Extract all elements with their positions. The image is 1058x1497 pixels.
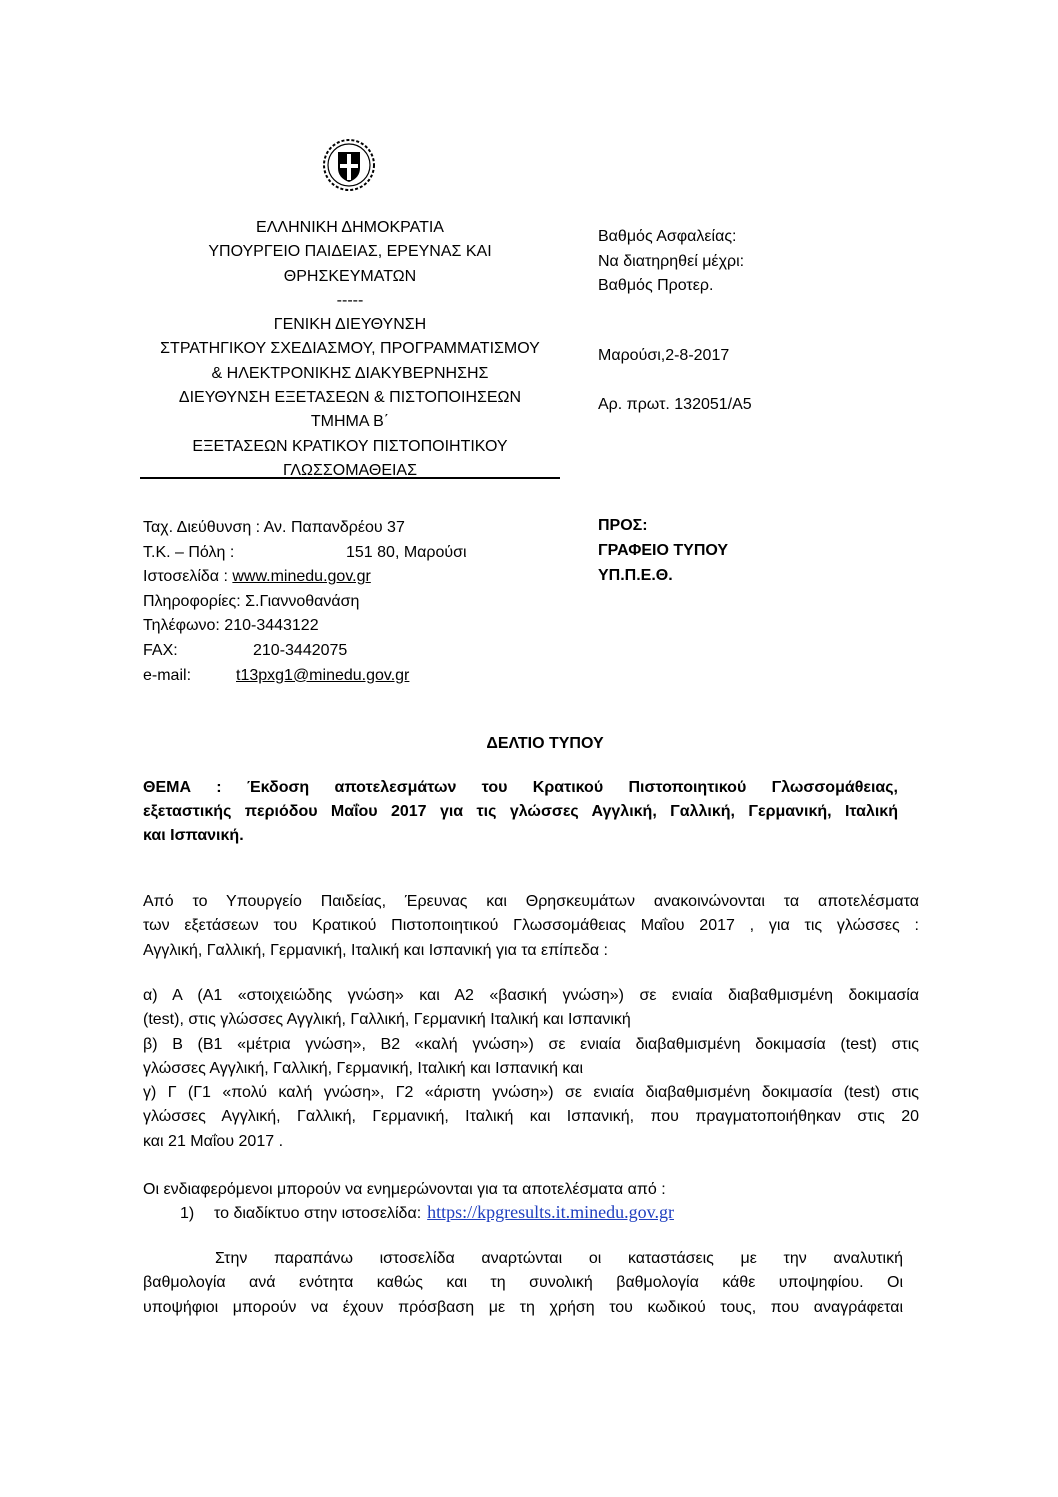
authority-line: ΣΤΡΑΤΗΓΙΚΟΥ ΣΧΕΔΙΑΣΜΟΥ, ΠΡΟΓΡΑΜΜΑΤΙΣΜΟΥ xyxy=(160,340,540,358)
authority-line: ΘΡΗΣΚΕΥΜΑΤΩΝ xyxy=(283,267,417,285)
paragraph-line: β) Β (Β1 «μέτρια γνώση», Β2 «καλή γνώση») σε ενιαία διαβαθμισμένη δοκιμασία (test) στις xyxy=(143,1035,919,1053)
info-contact: Πληροφορίες: Σ.Γιαννοθανάση xyxy=(143,592,360,610)
postal-code-row xyxy=(143,541,467,566)
paragraph-line: (test), στις γλώσσες Αγγλική, Γαλλική, Γερμανική Ιταλική και Ισπανική xyxy=(143,1011,631,1029)
paragraph-line: βαθμολογία ανά ενότητα καθώς και τη συνολική βαθμολογία κάθε υποψηφίου. Οι xyxy=(143,1274,903,1292)
recipient-office: ΓΡΑΦΕΙΟ ΤΥΠΟΥ xyxy=(598,542,729,559)
paragraph-line: γλώσσες Αγγλική, Γαλλική, Γερμανική, Ιταλική και Ισπανική και xyxy=(143,1059,584,1077)
authority-line: ΕΞΕΤΑΣΕΩΝ ΚΡΑΤΙΚΟΥ ΠΙΣΤΟΠΟΙΗΤΙΚΟΥ xyxy=(192,437,508,455)
paragraph-results-info: Οι ενδιαφερόμενοι μπορούν να ενημερώνονται για τα αποτελέσματα από : xyxy=(143,1181,666,1198)
contact-block xyxy=(143,516,467,688)
authority-line: ΔΙΕΥΘΥΝΣΗ ΕΞΕΤΑΣΕΩΝ & ΠΙΣΤΟΠΟΙΗΣΕΩΝ xyxy=(178,389,522,407)
paragraph-line: υποψήφιοι μπορούν να έχουν πρόσβαση με τη χρήση του κωδικού τους, που αναγράφεται xyxy=(143,1298,903,1316)
paragraph-line: Στην παραπάνω ιστοσελίδα αναρτώνται οι καταστάσεις με την αναλυτική xyxy=(215,1250,903,1267)
postal-code-value: 151 80, Μαρούσι xyxy=(346,543,467,561)
list-item-number: 1) xyxy=(180,1205,195,1222)
paragraph-line: α) Α (Α1 «στοιχειώδης γνώση» και Α2 «βασική γνώση») σε ενιαία διαβαθμισμένη δοκιμασία xyxy=(143,987,919,1004)
paragraph-intro xyxy=(143,890,919,963)
phone: Τηλέφωνο: 210-3443122 xyxy=(143,617,319,635)
authority-header xyxy=(140,216,560,483)
security-level: Βαθμός Ασφαλείας: xyxy=(598,228,737,245)
postal-code-label: Τ.Κ. – Πόλη : xyxy=(143,543,235,561)
paragraph-levels xyxy=(143,984,919,1154)
fax-value: 210-3442075 xyxy=(253,641,348,659)
address: Ταχ. Διεύθυνση : Αν. Παπανδρέου 37 xyxy=(143,519,405,536)
paragraph-line: γλώσσες Αγγλική, Γαλλική, Γερμανική, Ιταλική και Ισπανική, που πραγματοποιήθηκαν στις 20 xyxy=(143,1108,919,1126)
website-link[interactable]: www.minedu.gov.gr xyxy=(232,568,371,586)
protocol-number: Αρ. πρωτ. 132051/Α5 xyxy=(598,396,752,413)
paragraph-line: και 21 Μαΐου 2017 . xyxy=(143,1132,284,1150)
header-divider xyxy=(140,477,560,479)
place-date: Μαρούσι,2-8-2017 xyxy=(598,347,730,364)
recipient-block xyxy=(598,513,728,588)
authority-line: & ΗΛΕΚΤΡΟΝΙΚΗΣ ΔΙΑΚΥΒΕΡΝΗΣΗΣ xyxy=(211,364,489,382)
recipient-to: ΠΡΟΣ: xyxy=(598,517,648,534)
authority-line: ΓΕΝΙΚΗ ΔΙΕΥΘΥΝΣΗ xyxy=(273,316,427,334)
paragraph-line: των εξετάσεων του Κρατικού Πιστοποιητικού Γλωσσομάθειας Μαΐου 2017 , για τις γλώσσες : xyxy=(143,917,919,935)
subject-line: και Ισπανική. xyxy=(143,827,244,844)
email-row xyxy=(143,664,467,689)
email-link[interactable]: t13pxg1@minedu.gov.gr xyxy=(236,666,410,684)
list-item xyxy=(180,1200,674,1226)
website-row xyxy=(143,565,467,590)
fax-label: FAX: xyxy=(143,641,178,659)
paragraph-line: Από το Υπουργείο Παιδείας, Έρευνας και Θρησκευμάτων ανακοινώνονται τα αποτελέσματα xyxy=(143,893,919,910)
authority-line: ΓΛΩΣΣΟΜΑΘΕΙΑΣ xyxy=(282,461,417,479)
authority-separator: ----- xyxy=(336,291,364,309)
paragraph-line: γ) Γ (Γ1 «πολύ καλή γνώση», Γ2 «άριστη γνώση») σε ενιαία διαβαθμισμένη δοκιμασία (test) στις xyxy=(143,1084,919,1102)
document-title: ΔΕΛΤΙΟ ΤΥΠΟΥ xyxy=(486,735,604,752)
subject-line: εξεταστικής περιόδου Μαΐου 2017 για τις γλώσσες Αγγλική, Γαλλική, Γερμανική, Ιταλική xyxy=(143,803,898,820)
paragraph-website-details xyxy=(143,1247,903,1320)
email-label: e-mail: xyxy=(143,666,192,684)
list-item-text: το διαδίκτυο στην ιστοσελίδα: xyxy=(214,1205,422,1222)
retain-until: Να διατηρηθεί μέχρι: xyxy=(598,252,745,270)
subject-block xyxy=(143,776,898,848)
authority-line: ΤΜΗΜΑ Β΄ xyxy=(310,413,390,431)
authority-line: ΕΛΛΗΝΙΚΗ ΔΗΜΟΚΡΑΤΙΑ xyxy=(256,219,444,236)
recipient-ministry: ΥΠ.Π.Ε.Θ. xyxy=(598,567,673,584)
results-url-link[interactable]: https://kpgresults.it.minedu.gov.gr xyxy=(427,1202,674,1222)
greek-emblem-icon xyxy=(321,137,377,193)
authority-line: ΥΠΟΥΡΓΕΙΟ ΠΑΙΔΕΙΑΣ, ΕΡΕΥΝΑΣ ΚΑΙ xyxy=(208,243,492,261)
subject-line: ΘΕΜΑ : Έκδοση αποτελεσμάτων του Κρατικού Πιστοποιητικού Γλωσσομάθειας, xyxy=(143,779,898,796)
paragraph-line: Αγγλική, Γαλλική, Γερμανική, Ιταλική και Ισπανική για τα επίπεδα : xyxy=(143,941,608,959)
security-block xyxy=(598,225,744,299)
priority: Βαθμός Προτερ. xyxy=(598,277,714,294)
website-label: Ιστοσελίδα : xyxy=(143,568,233,586)
fax-row xyxy=(143,639,467,664)
